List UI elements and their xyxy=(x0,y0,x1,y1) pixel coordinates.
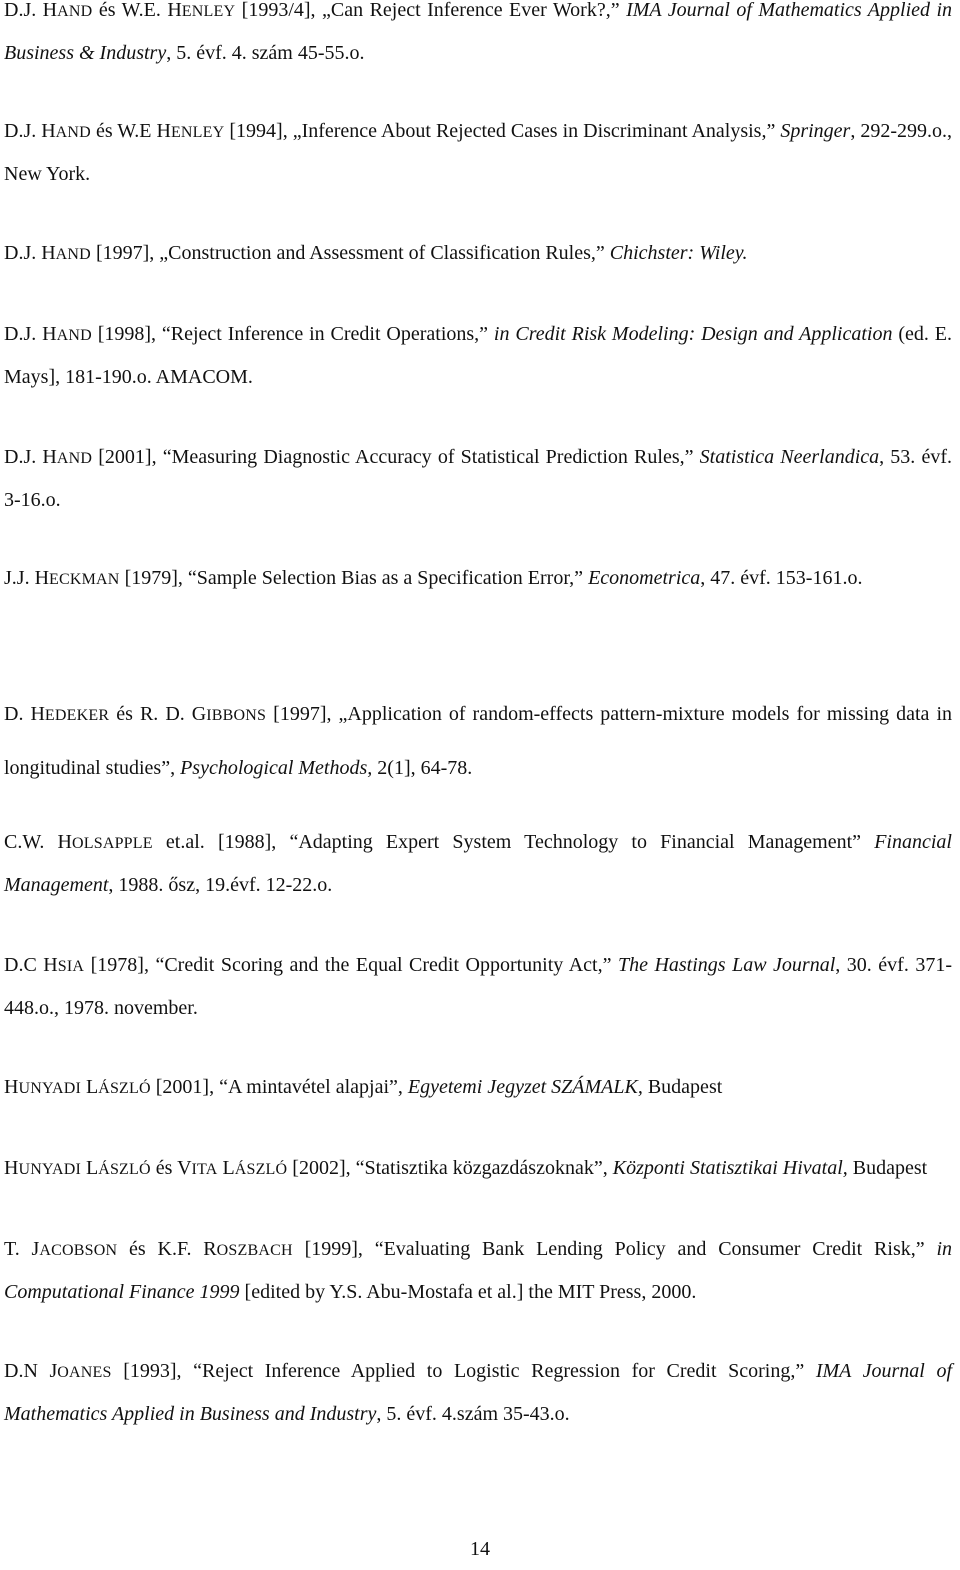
author-surname: ENLEY xyxy=(181,3,236,20)
author-surname: ITA xyxy=(191,1161,218,1178)
reference-text: , 5. évf. 4.szám 35-43.o. xyxy=(376,1402,570,1425)
reference-text: [1997], „Application of random-effects pattern-mixture models for missing data in longitudinal studies”, xyxy=(4,703,952,779)
author-surname: ACOBSON xyxy=(39,1242,118,1259)
reference-source: IMA Journal of Mathematics Applied in Business and Industry xyxy=(4,1360,952,1425)
reference-text: [1999], “Evaluating Bank Lending Policy and Consumer Credit Risk,” xyxy=(292,1238,937,1260)
author-surname: AND xyxy=(57,3,93,20)
reference-source: Statistica Neerlandica xyxy=(699,446,880,468)
reference-entry xyxy=(4,688,952,794)
reference-text: [2001], “A mintavétel alapjai”, xyxy=(150,1076,408,1098)
reference-text: D.J. H xyxy=(4,242,56,264)
author-surname: EDEKER xyxy=(44,707,110,724)
author-surname: IBBONS xyxy=(206,707,267,724)
reference-entry xyxy=(4,1229,952,1312)
reference-text: 2(1], 64-78. xyxy=(372,757,473,779)
reference-text: D.J. H xyxy=(4,120,56,142)
reference-source: Psychological Methods, xyxy=(180,757,373,779)
reference-text: H xyxy=(4,1157,19,1179)
reference-entry xyxy=(4,1351,952,1434)
reference-entry xyxy=(4,437,952,520)
reference-text: [1994], „Inference About Rejected Cases in Discriminant Analysis,” xyxy=(224,120,781,142)
reference-text: D.C H xyxy=(4,954,58,976)
reference-text: [2001], “Measuring Diagnostic Accuracy of Statistical Prediction Rules,” xyxy=(92,446,700,468)
reference-entry xyxy=(4,1148,952,1191)
reference-text: és R. D. G xyxy=(109,703,207,725)
reference-entry xyxy=(4,314,952,397)
reference-text: D.J. H xyxy=(4,446,57,468)
reference-entry xyxy=(4,945,952,1028)
reference-text: T. J xyxy=(4,1238,40,1260)
reference-text: Budapest xyxy=(847,1157,928,1179)
reference-text: és K.F. R xyxy=(117,1238,217,1260)
author-surname: UNYADI xyxy=(18,1161,81,1178)
reference-text: C.W. H xyxy=(4,831,72,853)
author-surname: AND xyxy=(56,327,92,344)
reference-text: [1993], “Reject Inference Applied to Logistic Regression for Credit Scoring,” xyxy=(111,1360,816,1382)
reference-source: Egyetemi Jegyzet SZÁMALK, xyxy=(407,1076,643,1098)
reference-text: [1993/4], „Can Reject Inference Ever Work?,” xyxy=(235,0,627,21)
author-surname: ÁSZLÓ xyxy=(98,1161,151,1178)
reference-source: IMA Journal of Mathematics Applied in Business & Industry xyxy=(4,0,953,64)
reference-text: [1979], “Sample Selection Bias as a Specification Error,” xyxy=(119,567,589,589)
author-surname: AND xyxy=(56,450,93,467)
reference-text: (ed. E. Mays], 181-190.o. AMACOM. xyxy=(4,323,952,388)
reference-source: Springer xyxy=(780,120,851,142)
author-surname: ÁSZLÓ xyxy=(234,1161,288,1178)
reference-source: in Computational Finance 1999 xyxy=(4,1238,952,1303)
reference-entry xyxy=(4,111,952,194)
reference-source: Központi Statisztikai Hivatal, xyxy=(612,1157,848,1179)
author-surname: ÁSZLÓ xyxy=(98,1080,151,1097)
reference-text: , 5. évf. 4. szám 45-55.o. xyxy=(166,41,365,64)
page-number: 14 xyxy=(470,1538,490,1560)
reference-text: J.J. H xyxy=(4,567,50,589)
author-surname: OSZBACH xyxy=(216,1242,293,1259)
reference-entry xyxy=(4,1067,952,1110)
reference-text: és V xyxy=(150,1157,192,1179)
reference-text: L xyxy=(217,1157,235,1179)
author-surname: AND xyxy=(55,124,91,141)
reference-text: és W.E. H xyxy=(92,0,182,21)
reference-text: Budapest xyxy=(642,1076,723,1098)
author-surname: SIA xyxy=(57,958,85,975)
author-surname: ECKMAN xyxy=(49,571,120,588)
reference-text: D. H xyxy=(4,703,45,725)
reference-text: [edited by Y.S. Abu-Mostafa et al.] the MIT Press, 2000. xyxy=(239,1280,697,1303)
reference-text: H xyxy=(4,1076,19,1098)
reference-entry xyxy=(4,0,952,73)
reference-text: [1997], „Construction and Assessment of Classification Rules,” xyxy=(90,242,610,264)
reference-text: , 53. évf. 3-16.o. xyxy=(4,446,953,511)
reference-text: D.J. H xyxy=(4,323,57,345)
reference-text: [1998], “Reject Inference in Credit Operations,” xyxy=(91,323,494,345)
reference-text: [1978], “Credit Scoring and the Equal Credit Opportunity Act,” xyxy=(84,954,618,976)
reference-source: Econometrica xyxy=(588,567,701,589)
reference-text: , 1988. ősz, 19.évf. 12-22.o. xyxy=(108,873,333,896)
author-surname: UNYADI xyxy=(18,1080,81,1097)
reference-text: L xyxy=(80,1076,99,1098)
reference-text: és W.E H xyxy=(90,120,171,142)
reference-text: , 292-299.o., New York. xyxy=(4,120,953,185)
author-surname: OLSAPPLE xyxy=(72,835,153,852)
reference-source: Chichster: Wiley. xyxy=(609,242,748,264)
reference-text: , 47. évf. 153-161.o. xyxy=(700,567,863,589)
reference-source: The Hastings Law Journal xyxy=(617,954,836,976)
reference-text: et.al. [1988], “Adapting Expert System Technology to Financial Management” xyxy=(152,831,875,853)
author-surname: OANES xyxy=(57,1364,112,1381)
reference-entry xyxy=(4,822,952,905)
reference-entry xyxy=(4,233,952,276)
reference-source: in Credit Risk Modeling: Design and Application xyxy=(493,323,893,345)
reference-text: [2002], “Statisztika közgazdászoknak”, xyxy=(287,1157,613,1179)
author-surname: AND xyxy=(55,246,91,263)
reference-text: L xyxy=(80,1157,99,1179)
author-surname: ENLEY xyxy=(170,124,225,141)
reference-text: D.J. H xyxy=(4,0,58,21)
reference-entry xyxy=(4,558,952,601)
reference-text: , 30. évf. 371-448.o., 1978. november. xyxy=(4,954,952,1019)
reference-source: Financial Management xyxy=(4,831,952,896)
reference-text: D.N J xyxy=(4,1360,58,1382)
